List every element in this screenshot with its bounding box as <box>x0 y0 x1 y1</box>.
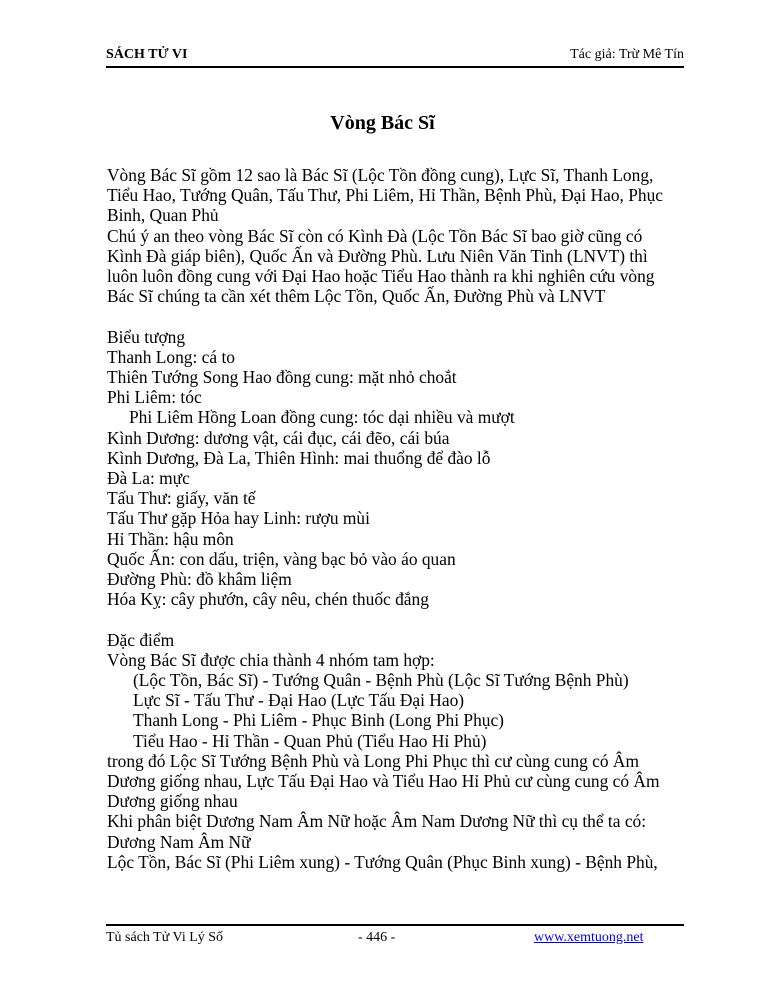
page-header <box>106 44 684 68</box>
paragraph-gap <box>107 609 682 629</box>
text-line: Quốc Ấn: con dấu, triện, vàng bạc bỏ vào áo quan <box>107 548 456 569</box>
text-line: Lộc Tồn, Bác Sĩ (Phi Liêm xung) - Tướng Quân (Phục Binh xung) - Bệnh Phù, <box>107 851 658 872</box>
text-line: Kình Dương, Đà La, Thiên Hình: mai thuổng để đào lỗ <box>107 447 491 468</box>
text-line: Dương giống nhau, Lực Tấu Đại Hao và Tiểu Hao Hỉ Phủ cư cùng cung có Âm <box>107 771 660 792</box>
text-line: Bác Sĩ chúng ta cần xét thêm Lộc Tồn, Quốc Ấn, Đường Phù và LNVT <box>107 286 606 307</box>
section-heading: Biểu tượng <box>107 326 186 347</box>
text-line: trong đó Lộc Sĩ Tướng Bệnh Phù và Long Phi Phục thì cư cùng cung có Âm <box>107 750 640 771</box>
text-line: Tiểu Hao, Tướng Quân, Tấu Thư, Phi Liêm, Hỉ Thần, Bệnh Phù, Đại Hao, Phục <box>107 185 664 206</box>
text-line: Thanh Long - Phi Liêm - Phục Binh (Long Phi Phục) <box>133 710 504 731</box>
text-line: Tấu Thư gặp Hỏa hay Linh: rượu mùi <box>107 508 370 529</box>
text-line: Tấu Thư: giấy, văn tế <box>107 488 256 509</box>
text-line: Dương giống nhau <box>107 791 238 812</box>
chapter-title: Vòng Bác Sĩ <box>330 112 435 134</box>
text-line: Vòng Bác Sĩ được chia thành 4 nhóm tam hợp: <box>107 649 435 670</box>
page-number: - 446 - <box>358 930 396 945</box>
text-line: (Lộc Tồn, Bác Sĩ) - Tướng Quân - Bệnh Phù (Lộc Sĩ Tướng Bệnh Phù) <box>133 670 629 691</box>
text-line: Kình Dương: dương vật, cái đục, cái đẽo, cái búa <box>107 427 450 448</box>
author-label: Tác giả: Trừ Mê Tín <box>570 47 684 62</box>
document-body <box>107 165 682 872</box>
text-line: Kình Đà giáp biên), Quốc Ấn và Đường Phù. Lưu Niên Văn Tinh (LNVT) thì <box>107 245 648 266</box>
text-line: luôn luôn đồng cung với Đại Hao hoặc Tiểu Hao thành ra khi nghiên cứu vòng <box>107 266 655 287</box>
text-line: Vòng Bác Sĩ gồm 12 sao là Bác Sĩ (Lộc Tồn đồng cung), Lực Sĩ, Thanh Long, <box>107 165 654 185</box>
text-line: Thiên Tướng Song Hao đồng cung: mặt nhỏ choắt <box>107 367 457 388</box>
book-title: SÁCH TỬ VI <box>106 47 188 62</box>
text-line: Hóa Kỵ: cây phướn, cây nêu, chén thuốc đắng <box>107 589 429 610</box>
text-line: Dương Nam Âm Nữ <box>107 831 251 852</box>
text-line: Tiểu Hao - Hỉ Thần - Quan Phủ (Tiểu Hao Hỉ Phủ) <box>133 730 487 751</box>
section-heading: Đặc điểm <box>107 629 175 650</box>
text-line: Đường Phù: đồ khâm liệm <box>107 569 292 590</box>
text-line: Lực Sĩ - Tấu Thư - Đại Hao (Lực Tấu Đại Hao) <box>133 690 465 711</box>
text-line: Đà La: mực <box>107 468 190 489</box>
text-line: Chú ý an theo vòng Bác Sĩ còn có Kình Đà (Lộc Tồn Bác Sĩ bao giờ cũng có <box>107 225 643 246</box>
paragraph-gap <box>107 306 682 326</box>
text-line: Binh, Quan Phủ <box>107 205 219 226</box>
website-link[interactable]: www.xemtuong.net <box>534 930 644 945</box>
text-line: Thanh Long: cá to <box>107 346 235 367</box>
text-line: Phi Liêm Hồng Loan đồng cung: tóc dại nhiều và mượt <box>129 407 515 428</box>
page-footer <box>106 924 684 952</box>
text-line: Hỉ Thần: hậu môn <box>107 528 234 549</box>
text-line: Phi Liêm: tóc <box>107 387 202 408</box>
text-line: Khi phân biệt Dương Nam Âm Nữ hoặc Âm Nam Dương Nữ thì cụ thể ta có: <box>107 811 647 832</box>
footer-series: Tủ sách Tử Vi Lý Số <box>106 930 224 945</box>
